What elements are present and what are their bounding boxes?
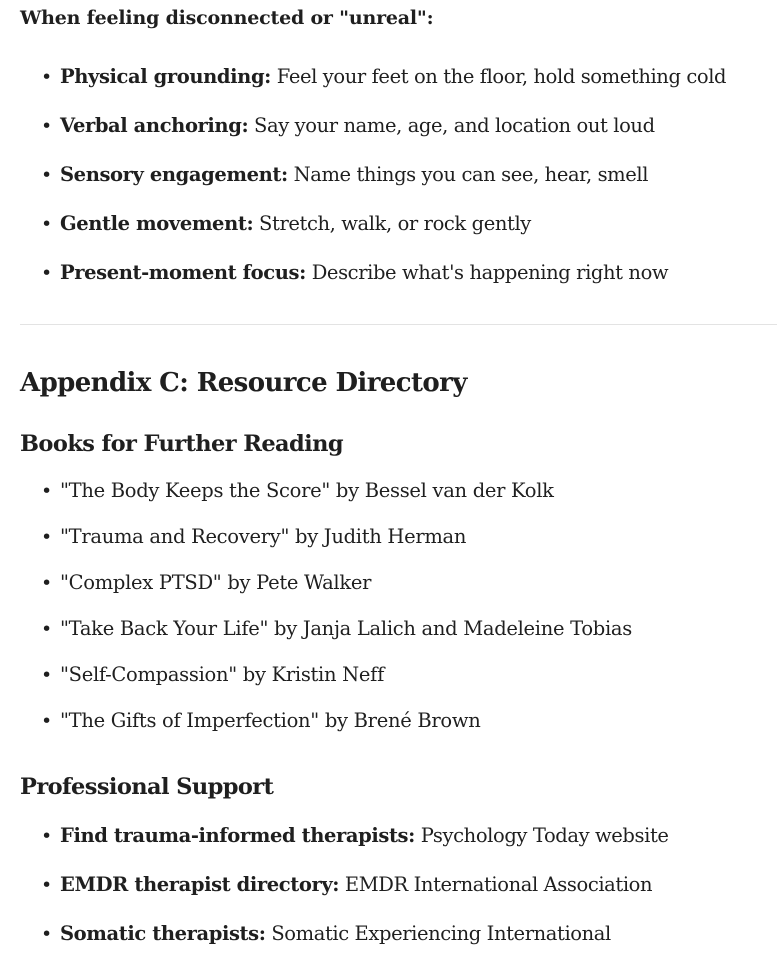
- item-term: Somatic therapists:: [60, 922, 266, 945]
- list-item: [20, 477, 632, 505]
- item-text: Feel your feet on the floor, hold something cold: [271, 65, 727, 88]
- list-item: [20, 210, 726, 238]
- book-title: "Trauma and Recovery" by Judith Herman: [60, 525, 467, 548]
- bullet-icon: •: [41, 164, 52, 186]
- bullet-icon: •: [41, 480, 52, 502]
- item-text: Somatic Experiencing International: [265, 922, 611, 945]
- item-term: Verbal anchoring:: [60, 114, 249, 137]
- book-title: "The Body Keeps the Score" by Bessel van der Kolk: [60, 479, 554, 502]
- list-item: [20, 63, 726, 91]
- item-text: Say your name, age, and location out loud: [248, 114, 655, 137]
- grounding-list: [20, 63, 726, 308]
- list-item: [20, 661, 632, 689]
- books-list: [20, 477, 632, 753]
- list-item: [20, 569, 632, 597]
- list-item: [20, 871, 669, 899]
- item-term: Find trauma-informed therapists:: [60, 824, 415, 847]
- bullet-icon: •: [41, 710, 52, 732]
- item-term: Physical grounding:: [60, 65, 271, 88]
- professional-heading: Professional Support: [20, 774, 274, 800]
- professional-list: [20, 822, 669, 969]
- item-text: EMDR International Association: [339, 873, 653, 896]
- list-item: [20, 615, 632, 643]
- list-item: [20, 920, 669, 948]
- bullet-icon: •: [41, 664, 52, 686]
- bullet-icon: •: [41, 618, 52, 640]
- book-title: "Complex PTSD" by Pete Walker: [60, 571, 372, 594]
- list-item: [20, 523, 632, 551]
- bullet-icon: •: [41, 572, 52, 594]
- list-item: [20, 822, 669, 850]
- list-item: [20, 161, 726, 189]
- item-text: Psychology Today website: [414, 824, 669, 847]
- bullet-icon: •: [41, 874, 52, 896]
- item-term: EMDR therapist directory:: [60, 873, 340, 896]
- appendix-title: Appendix C: Resource Directory: [20, 368, 467, 398]
- item-term: Gentle movement:: [60, 212, 254, 235]
- item-text: Name things you can see, hear, smell: [287, 163, 649, 186]
- section-divider: [20, 324, 777, 325]
- item-term: Sensory engagement:: [60, 163, 288, 186]
- bullet-icon: •: [41, 262, 52, 284]
- item-text: Stretch, walk, or rock gently: [253, 212, 531, 235]
- grounding-intro: When feeling disconnected or "unreal":: [20, 7, 434, 29]
- bullet-icon: •: [41, 66, 52, 88]
- list-item: [20, 112, 726, 140]
- books-heading: Books for Further Reading: [20, 431, 344, 457]
- bullet-icon: •: [41, 115, 52, 137]
- book-title: "Self-Compassion" by Kristin Neff: [60, 663, 384, 686]
- bullet-icon: •: [41, 526, 52, 548]
- list-item: [20, 707, 632, 735]
- item-term: Present-moment focus:: [60, 261, 306, 284]
- bullet-icon: •: [41, 825, 52, 847]
- book-title: "The Gifts of Imperfection" by Brené Brown: [60, 709, 481, 732]
- list-item: [20, 259, 726, 287]
- book-title: "Take Back Your Life" by Janja Lalich and Madeleine Tobias: [60, 617, 632, 640]
- bullet-icon: •: [41, 213, 52, 235]
- bullet-icon: •: [41, 923, 52, 945]
- item-text: Describe what's happening right now: [305, 261, 669, 284]
